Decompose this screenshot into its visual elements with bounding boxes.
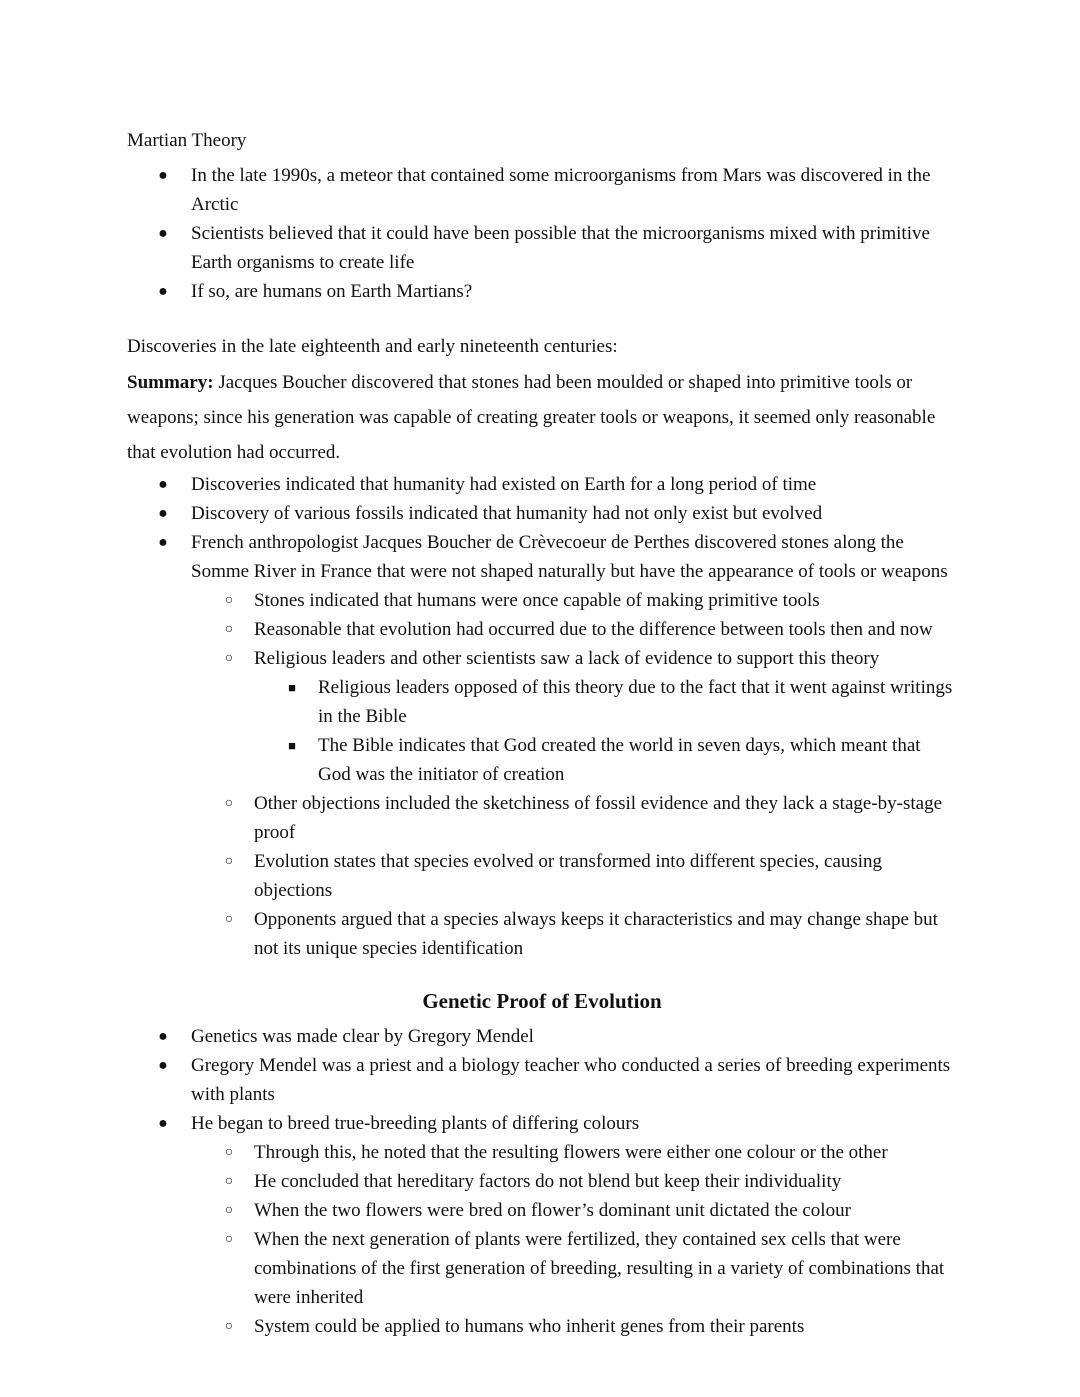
list-item: ○ Reasonable that evolution had occurred due to the difference between tools then and now xyxy=(127,615,957,644)
list-item: ○ When the two flowers were bred on flower’s dominant unit dictated the colour xyxy=(127,1196,957,1225)
list-item: ○ Other objections included the sketchiness of fossil evidence and they lack a stage-by-stage proof xyxy=(127,789,957,847)
bullet-disc-icon: ● xyxy=(158,1028,168,1045)
bullet-disc-icon: ● xyxy=(158,225,168,242)
discoveries-sub-list xyxy=(127,586,957,673)
summary-text: Jacques Boucher discovered that stones had been moulded or shaped into primitive tools or weapons; since his generation was capable of creating greater tools or weapons, it seemed only reasonable that evolution had occurred. xyxy=(127,372,936,463)
bullet-square-icon: ■ xyxy=(288,680,296,695)
bullet-circle-icon: ○ xyxy=(224,854,234,869)
bullet-disc-icon: ● xyxy=(158,283,168,300)
document-page xyxy=(127,126,957,1341)
list-item: ○ When the next generation of plants were fertilized, they contained sex cells that were combinations of the first generation of breeding, resulting in a variety of combinations that were inherited xyxy=(127,1225,957,1312)
bullet-circle-icon: ○ xyxy=(224,1319,234,1334)
spacer xyxy=(127,306,957,332)
bullet-circle-icon: ○ xyxy=(224,912,234,927)
martian-bullet-list xyxy=(127,161,957,306)
summary-label: Summary: xyxy=(127,372,214,393)
list-item: ● French anthropologist Jacques Boucher de Crèvecoeur de Perthes discovered stones along the Somme River in France that were not shaped naturally but have the appearance of tools or weapons xyxy=(127,528,957,586)
bullet-circle-icon: ○ xyxy=(224,1174,234,1189)
list-item: ○ Religious leaders and other scientists saw a lack of evidence to support this theory xyxy=(127,644,957,673)
list-item: ■ The Bible indicates that God created the world in seven days, which meant that God was the initiator of creation xyxy=(127,731,957,789)
bullet-disc-icon: ● xyxy=(158,167,168,184)
list-item: ○ Through this, he noted that the resulting flowers were either one colour or the other xyxy=(127,1138,957,1167)
bullet-circle-icon: ○ xyxy=(224,1232,234,1247)
martian-theory-heading: Martian Theory xyxy=(127,130,247,151)
list-item: ● Gregory Mendel was a priest and a biology teacher who conducted a series of breeding experiments with plants xyxy=(127,1051,957,1109)
genetic-sub-list xyxy=(127,1138,957,1341)
bullet-disc-icon: ● xyxy=(158,534,168,551)
bullet-disc-icon: ● xyxy=(158,476,168,493)
list-item: ○ Opponents argued that a species always keeps it characteristics and may change shape but not its unique species identification xyxy=(127,905,957,963)
genetic-bullet-list xyxy=(127,1022,957,1138)
discoveries-sub-sub-list xyxy=(127,673,957,789)
list-item: ● Genetics was made clear by Gregory Mendel xyxy=(127,1022,957,1051)
bullet-circle-icon: ○ xyxy=(224,1203,234,1218)
bullet-disc-icon: ● xyxy=(158,1057,168,1074)
bullet-circle-icon: ○ xyxy=(224,593,234,608)
list-item: ● He began to breed true-breeding plants of differing colours xyxy=(127,1109,957,1138)
summary-paragraph xyxy=(127,365,957,470)
list-item: ● In the late 1990s, a meteor that contained some microorganisms from Mars was discovered in the Arctic xyxy=(127,161,957,219)
genetic-proof-title: Genetic Proof of Evolution xyxy=(422,989,662,1013)
bullet-circle-icon: ○ xyxy=(224,651,234,666)
discoveries-bullet-list xyxy=(127,470,957,586)
discoveries-sub-list-continued xyxy=(127,789,957,963)
list-item: ● Discovery of various fossils indicated that humanity had not only exist but evolved xyxy=(127,499,957,528)
list-item: ○ Stones indicated that humans were once capable of making primitive tools xyxy=(127,586,957,615)
bullet-circle-icon: ○ xyxy=(224,1145,234,1160)
bullet-disc-icon: ● xyxy=(158,505,168,522)
bullet-square-icon: ■ xyxy=(288,738,296,753)
bullet-disc-icon: ● xyxy=(158,1115,168,1132)
bullet-circle-icon: ○ xyxy=(224,622,234,637)
bullet-circle-icon: ○ xyxy=(224,796,234,811)
list-item: ● Scientists believed that it could have been possible that the microorganisms mixed with primitive Earth organisms to create life xyxy=(127,219,957,277)
list-item: ○ Evolution states that species evolved or transformed into different species, causing objections xyxy=(127,847,957,905)
list-item: ● If so, are humans on Earth Martians? xyxy=(127,277,957,306)
list-item: ○ He concluded that hereditary factors do not blend but keep their individuality xyxy=(127,1167,957,1196)
list-item: ● Discoveries indicated that humanity had existed on Earth for a long period of time xyxy=(127,470,957,499)
discoveries-heading: Discoveries in the late eighteenth and early nineteenth centuries: xyxy=(127,336,618,357)
list-item: ■ Religious leaders opposed of this theory due to the fact that it went against writings in the Bible xyxy=(127,673,957,731)
list-item: ○ System could be applied to humans who inherit genes from their parents xyxy=(127,1312,957,1341)
